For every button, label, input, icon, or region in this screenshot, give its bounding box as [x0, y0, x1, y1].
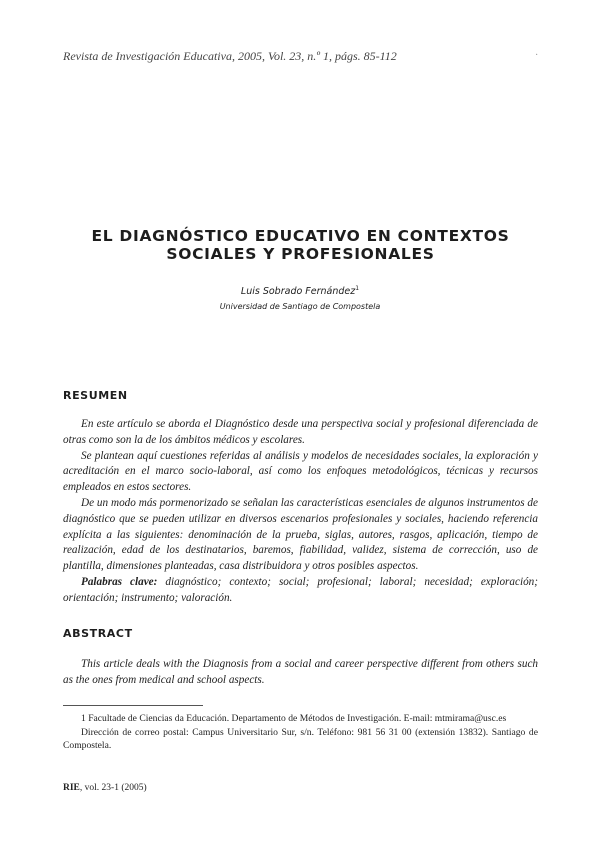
author-name — [120, 285, 480, 297]
abstract-paragraph: This article deals with the Diagnosis from a social and career perspective different from others such as the ones from medical and school aspects. — [63, 658, 538, 686]
keywords-paragraph — [63, 575, 538, 607]
keywords-label: Palabras clave: — [81, 575, 158, 588]
page-footer — [63, 783, 147, 793]
footer-volume: , vol. 23-1 (2005) — [79, 783, 147, 793]
article-title — [40, 227, 561, 263]
footnote-line-1: 1 Facultade de Ciencias da Educación. Departamento de Métodos de Investigación. E-mail: mtmirama@usc.es — [81, 713, 507, 724]
abstract-heading: ABSTRACT — [63, 627, 133, 640]
footnote-divider — [63, 705, 203, 706]
resumen-body — [63, 417, 538, 607]
resumen-paragraph-2: Se plantean aquí cuestiones referidas al análisis y modelos de necesidades sociales, la exploración y acreditación en el marco socio-laboral, así como los enfoques metodológicos, técnicas y recursos empleados en estos sectores. — [63, 449, 538, 494]
resumen-paragraph-3: De un modo más pormenorizado se señalan las características esenciales de algunos instrumentos de diagnóstico que se pueden utilizar en diversos escenarios profesionales y sociales, haciendo referencia explícita a las siguientes: denominación de la prueba, siglas, autores, rasgos, aplicación, tiempo de realización, edad de los destinatarios, baremos, fiabilidad, validez, sistema de corrección, uso de plantilla, dimensiones planteadas, casa distribuidora y otros posibles aspectos. — [63, 496, 538, 573]
author-name-text: Luis Sobrado Fernández — [240, 286, 356, 298]
resumen-heading: RESUMEN — [63, 389, 128, 402]
journal-header: Revista de Investigación Educativa, 2005, Vol. 23, n.º 1, págs. 85-112 — [63, 49, 397, 63]
abstract-body — [63, 657, 538, 689]
footnote-line-2: Dirección de correo postal: Campus Universitario Sur, s/n. Teléfono: 981 56 31 00 (extensión 13832). Santiago de Compostela. — [63, 726, 538, 752]
resumen-paragraph-1: En este artículo se aborda el Diagnóstico desde una perspectiva social y profesional diferenciada de otras como son la de los ámbitos médicos y escolares. — [63, 418, 538, 446]
keywords-text: diagnóstico; contexto; social; profesional; laboral; necesidad; exploración; orientación; instrumento; valoración. — [63, 575, 538, 604]
corner-mark: · — [535, 50, 539, 61]
footer-journal-abbr: RIE — [63, 783, 80, 793]
footnote — [63, 712, 538, 753]
title-line-2: SOCIALES Y PROFESIONALES — [166, 245, 435, 263]
title-line-1: EL DIAGNÓSTICO EDUCATIVO EN CONTEXTOS — [91, 227, 510, 245]
author-note-ref: 1 — [355, 285, 360, 292]
author-affiliation: Universidad de Santiago de Compostela — [219, 302, 381, 311]
